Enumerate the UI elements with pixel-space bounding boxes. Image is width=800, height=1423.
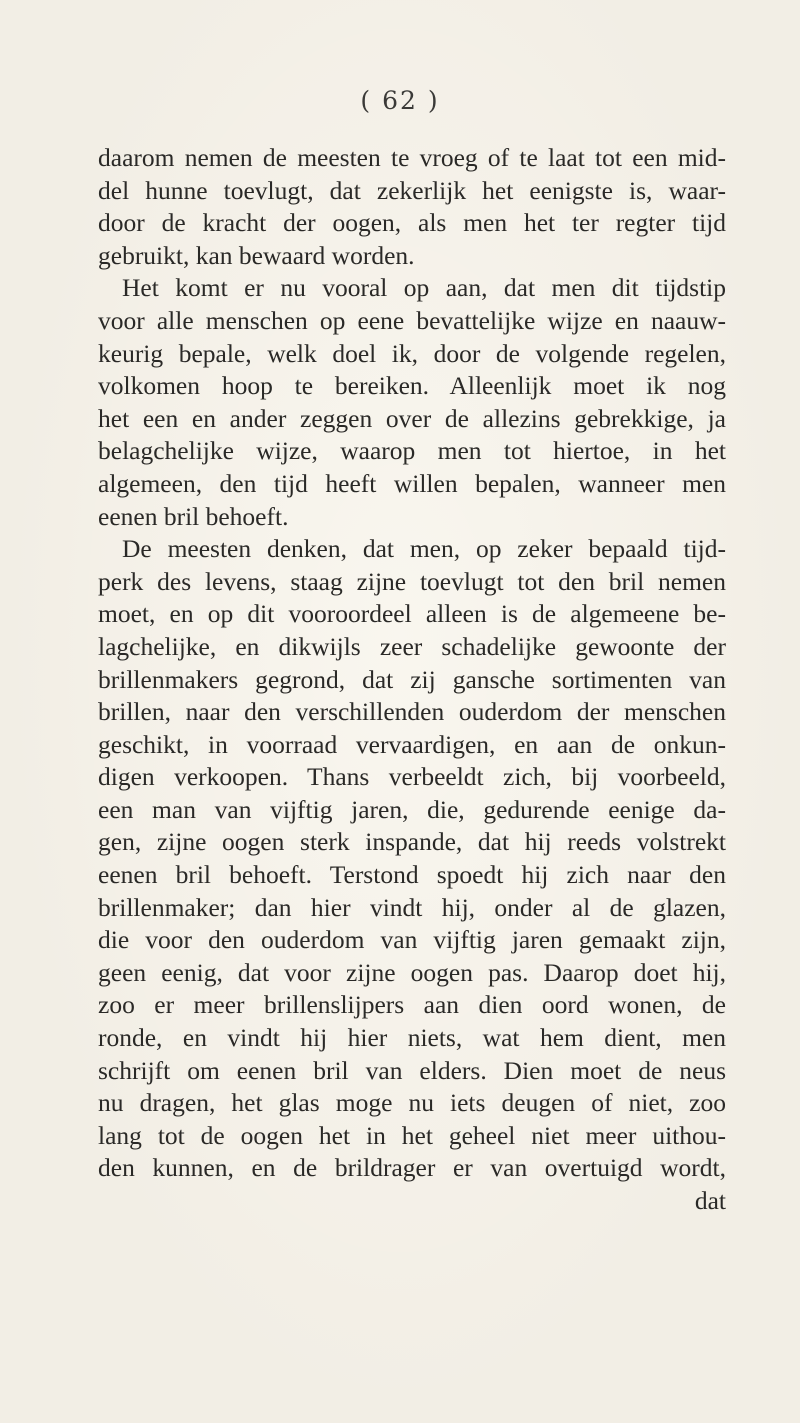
text-line: het een en ander zeggen over de allezins gebrekkige, ja <box>98 403 726 433</box>
text-line: geschikt, in voorraad vervaardigen, en aan de onkun- <box>98 729 726 759</box>
text-line: algemeen, den tijd heeft willen bepalen, wanneer men <box>98 468 726 498</box>
text-line: lagchelijke, en dikwijls zeer schadelijke gewoonte der <box>98 631 726 661</box>
text-line: perk des levens, staag zijne toevlugt tot den bril nemen <box>98 566 726 596</box>
text-line: die voor den ouderdom van vijftig jaren gemaakt zijn, <box>98 925 726 955</box>
text-line: keurig bepale, welk doel ik, door de volgende regelen, <box>98 338 726 368</box>
text-line: digen verkoopen. Thans verbeeldt zich, bij voorbeeld, <box>98 762 726 792</box>
text-line: door de kracht der oogen, als men het ter regter tijd <box>98 208 726 238</box>
text-line: del hunne toevlugt, dat zekerlijk het eenigste is, waar- <box>98 175 726 205</box>
text-line: gebruikt, kan bewaard worden. <box>98 240 415 270</box>
text-line: eenen bril behoeft. <box>98 501 289 531</box>
text-line: brillenmaker; dan hier vindt hij, onder al de glazen, <box>98 892 726 922</box>
text-line: brillenmakers gegrond, dat zij gansche sortimenten van <box>98 664 726 694</box>
text-line: belagchelijke wijze, waarop men tot hiertoe, in het <box>98 436 726 466</box>
text-line: lang tot de oogen het in het geheel niet meer uithou- <box>98 1120 726 1150</box>
text-line: ronde, en vindt hij hier niets, wat hem dient, men <box>98 1023 726 1053</box>
text-line: schrijft om eenen bril van elders. Dien moet de neus <box>98 1055 726 1085</box>
text-line: Het komt er nu vooral op aan, dat men dit tijdstip <box>122 273 726 303</box>
text-line: brillen, naar den verschillenden ouderdom der menschen <box>98 697 726 727</box>
text-line: gen, zijne oogen sterk inspande, dat hij reeds volstrekt <box>98 827 726 857</box>
text-line: voor alle menschen op eene bevattelijke wijze en naauw- <box>98 305 726 335</box>
text-line: zoo er meer brillenslijpers aan dien oord wonen, de <box>98 990 726 1020</box>
page-number: ( 62 ) <box>360 86 440 115</box>
text-line: daarom nemen de meesten te vroeg of te laat tot een mid- <box>98 143 726 172</box>
text-line: De meesten denken, dat men, op zeker bepaald tijd- <box>122 534 726 564</box>
text-line: volkomen hoop te bereiken. Alleenlijk moet ik nog <box>98 371 726 401</box>
text-line: nu dragen, het glas moge nu iets deugen of niet, zoo <box>98 1088 726 1118</box>
catchword: dat <box>694 1186 726 1215</box>
text-line: een man van vijftig jaren, die, gedurende eenige da- <box>98 794 726 824</box>
text-line: geen eenig, dat voor zijne oogen pas. Daarop doet hij, <box>98 957 726 987</box>
text-line: den kunnen, en de brildrager er van overtuigd wordt, <box>98 1153 726 1183</box>
text-line: moet, en op dit vooroordeel alleen is de algemeene be- <box>98 599 726 629</box>
body-text <box>98 142 726 1218</box>
text-line: eenen bril behoeft. Terstond spoedt hij zich naar den <box>98 860 726 890</box>
